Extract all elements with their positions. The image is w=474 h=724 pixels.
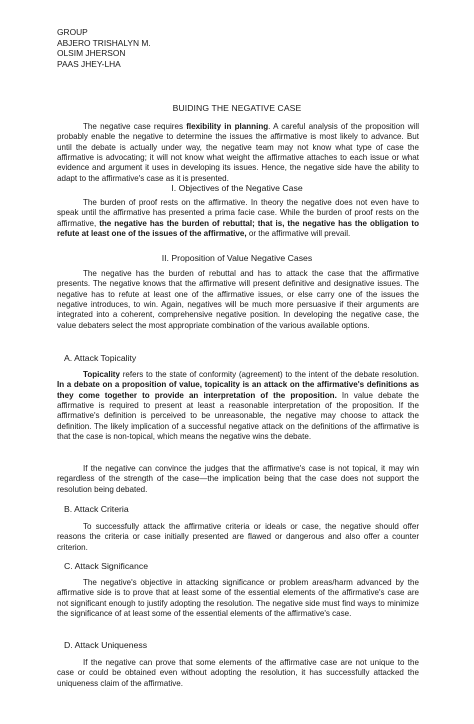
member-name: ABJERO TRISHALYN M.: [57, 37, 151, 48]
section-heading-proposition: II. Proposition of Value Negative Cases: [161, 253, 313, 263]
topicality-paragraph: [57, 370, 419, 442]
document-title: BUIDING THE NEGATIVE CASE: [172, 103, 302, 113]
member-name: PAAS JHEY-LHA: [57, 58, 121, 69]
topicality-paragraph-2: [57, 464, 419, 495]
topicality-term: Topicality: [83, 370, 120, 379]
criteria-text: To successfully attack the affirmative criteria or ideals or case, the negative should offer reasons the criteria or case initially presented are flawed or dangerous and also offer a counter criterion.: [57, 522, 419, 552]
proposition-text: The negative has the burden of rebuttal and has to attack the case that the affirmative presents. The negative knows that the affirmative will present definitive and designative issues. The negative has to refute at least one of the affirmative issues, or else carry one of the issues the negative introduces, to win. Again, negatives will be much more persuasive if their arguments are integrated into a coherent, comprehensive negative position. In developing the negative case, the value debaters select the most appropriate combination of the various available options.: [57, 269, 419, 330]
section-heading-objectives: I. Objectives of the Negative Case: [171, 183, 303, 193]
topicality-bold-text: In a debate on a proposition of value, topicality is an attack on the affirmative's definitions as they come together to provide an interpretation of the proposition.: [57, 380, 419, 400]
group-label: GROUP: [57, 27, 88, 37]
member-name: OLSIM JHERSON: [57, 48, 126, 59]
objectives-paragraph: [57, 198, 419, 239]
significance-text: The negative's objective in attacking significance or problem areas/harm advanced by the affirmative side is to prove that at least some of the essential elements of the affirmative's case are not significant enough to justify adopting the resolution. The negative side must find ways to minimize the significance of at least some of the essential elements of the affirmative's case.: [57, 578, 419, 619]
group-header: [57, 27, 151, 69]
objectives-text: or the affirmative will prevail.: [246, 229, 351, 239]
topicality-text: In value debate the affirmative is required to present at least a reasonable interpretation of the proposition. If the affirmative's definition is perceived to be unreasonable, the negative may choose to attack the definition. The likely implication of a successful negative attack on the definitions of the affirmative is that the case is non-topical, which means the negative wins the debate.: [57, 390, 419, 442]
topicality-text: refers to the state of conformity (agreement) to the intent of the debate resolution.: [119, 370, 419, 379]
topicality-text: If the negative can convince the judges that the affirmative's case is not topical, it may win regardless of the strength of the case—the implication being that the case does not support the resolution being debated.: [57, 464, 419, 494]
objectives-bold-text: the negative has the burden of rebuttal; that is, the negative has the obligation to refute at least one of the issues of the affirmative,: [57, 218, 419, 239]
section-heading-uniqueness: D. Attack Uniqueness: [64, 640, 148, 650]
intro-text: . A careful analysis of the proposition will probably enable the negative to determine the issues the affirmative is most likely to advance. But until the debate is actually under way, the negative team may not know what type of case the affirmative is advocating; it will not know what weight the affirmative attaches to each issue or what evidence and argument it uses in developing its issues. Hence, the negative side have the ability to adapt to the affirmative's case as it is presented.: [57, 122, 419, 183]
significance-paragraph: [57, 578, 419, 619]
uniqueness-text: If the negative can prove that some elements of the affirmative case are not unique to the case or could be obtained even without adopting the resolution, it has successfully attacked the uniqueness claim of the affirmative.: [57, 658, 419, 688]
section-heading-criteria: B. Attack Criteria: [64, 504, 129, 514]
intro-text: The negative case requires: [83, 122, 187, 131]
intro-bold-text: flexibility in planning: [186, 122, 269, 131]
objectives-text: The burden of proof rests on the affirmative. In theory the negative does not even have to speak until the affirmative has presented a prima facie case. While the burden of proof rests on the affirmative,: [57, 198, 419, 228]
section-heading-significance: C. Attack Significance: [64, 561, 149, 571]
section-heading-topicality: A. Attack Topicality: [64, 353, 137, 363]
criteria-paragraph: [57, 522, 419, 553]
intro-paragraph: [57, 122, 419, 184]
uniqueness-paragraph: [57, 658, 419, 689]
proposition-paragraph: [57, 269, 419, 331]
